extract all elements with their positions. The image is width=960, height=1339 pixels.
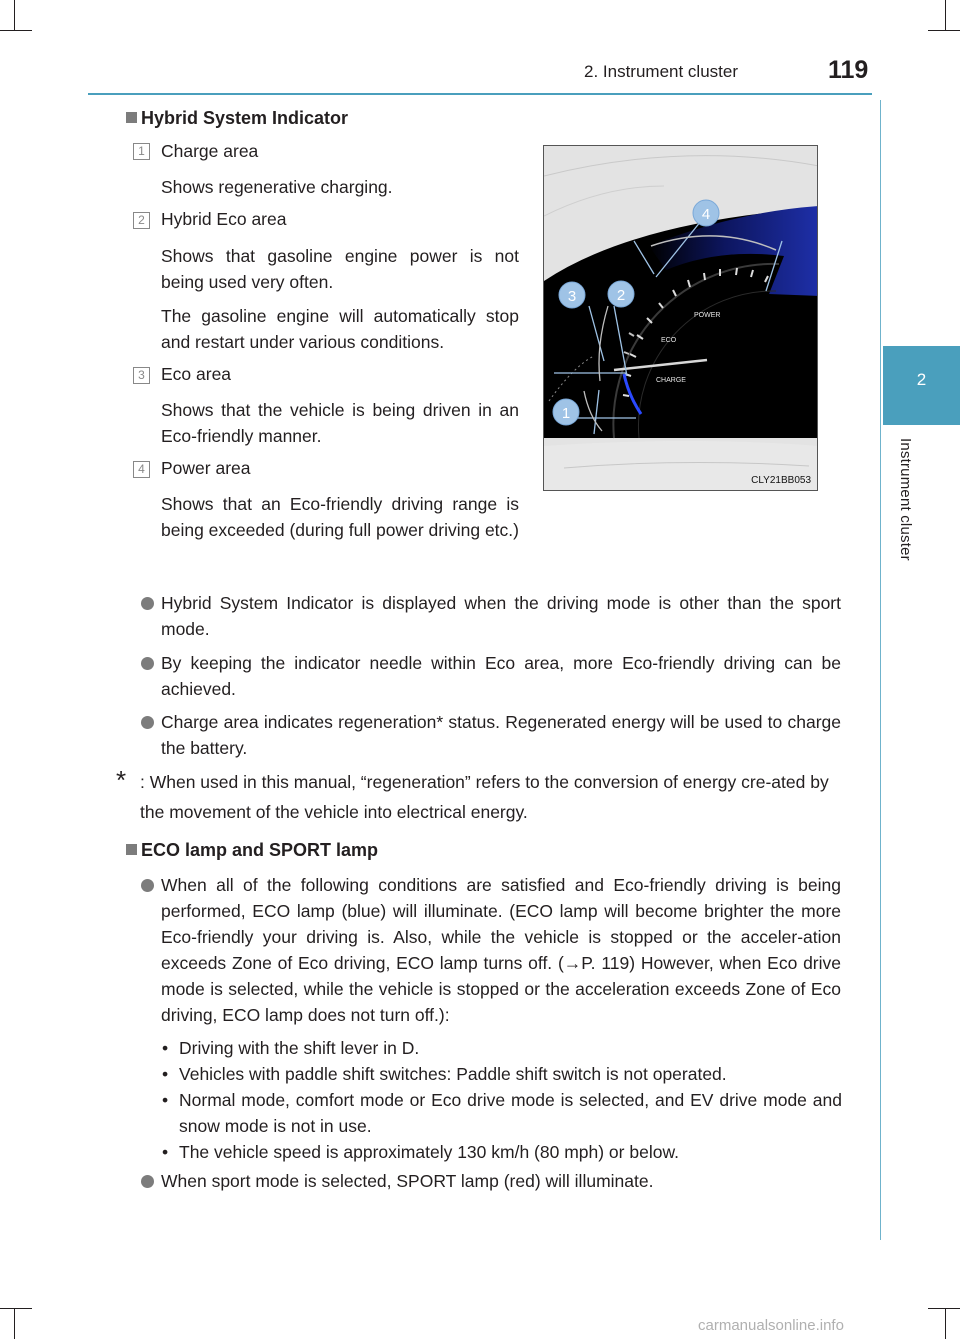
item-text: Shows regenerative charging.	[161, 177, 393, 197]
small-dot-icon: •	[162, 1064, 169, 1084]
bullet-text: When all of the following conditions are satisfied and Eco-friendly driving is being performed, ECO lamp (blue) will illuminate. (ECO lamp will become brighter the more Eco-friendly your driving is. Also, while the vehicle is stopped or the acceler-ation exceeds Zone of Eco driving, ECO lamp turns off. (→P. 119) However, when Eco drive mode is selected, while the vehicle is stopped or the acceleration exceeds Zone of Eco driving, ECO lamp does not turn off.):	[161, 875, 841, 1025]
list-item-text: The vehicle speed is approximately 130 km/h (80 mph) or below.	[179, 1142, 679, 1162]
bullet-item	[141, 650, 841, 702]
callout-2: 2	[616, 287, 626, 304]
list-item	[162, 1087, 842, 1139]
square-bullet-icon	[126, 112, 137, 123]
square-bullet-icon	[126, 844, 137, 855]
item-title: Eco area	[161, 364, 232, 384]
eco-heading-text: ECO lamp and SPORT lamp	[141, 840, 379, 860]
item-number: 3	[133, 367, 150, 384]
crop-mark	[0, 1308, 32, 1309]
gauge-illustration	[544, 146, 818, 491]
item-text: Shows that an Eco-friendly driving range is being exceeded (during full power driving etc.)	[161, 494, 519, 540]
side-divider	[880, 100, 881, 1240]
list-item	[162, 1035, 842, 1061]
bullet-dot-icon	[141, 879, 154, 892]
hybrid-indicator-figure	[543, 145, 818, 491]
crop-mark	[14, 1308, 15, 1339]
condition-list	[162, 1035, 842, 1165]
bullet-text: Hybrid System Indicator is displayed when the driving mode is other than the sport mode.	[161, 593, 841, 639]
watermark: carmanualsonline.info	[698, 1317, 844, 1334]
bullet-dot-icon	[141, 1175, 154, 1188]
bullet-dot-icon	[141, 716, 154, 729]
header-rule	[88, 93, 872, 95]
footnote-mark: *	[116, 765, 127, 795]
dial-label-power: POWER	[694, 312, 721, 319]
list-item-text: Driving with the shift lever in D.	[179, 1038, 420, 1058]
crop-mark	[928, 1308, 960, 1309]
bullet-dot-icon	[141, 657, 154, 670]
page-number: 119	[828, 56, 869, 84]
page-header	[0, 0, 960, 100]
bullet-item	[141, 590, 841, 642]
chapter-tab	[883, 346, 960, 425]
crop-mark	[945, 1308, 946, 1339]
dial-label-eco: ECO	[661, 337, 677, 344]
bullet-text: By keeping the indicator needle within Eco area, more Eco-friendly driving can be achieved.	[161, 653, 841, 699]
small-dot-icon: •	[162, 1090, 169, 1110]
item-title: Charge area	[161, 141, 259, 161]
chapter-number: 2	[916, 370, 927, 389]
list-item	[162, 1139, 842, 1165]
item-text: The gasoline engine will automatically stop and restart under various conditions.	[161, 306, 519, 352]
figure-code: CLY21BB053	[751, 475, 811, 486]
item-title: Power area	[161, 458, 251, 478]
eco-heading	[126, 840, 378, 861]
bullet-dot-icon	[141, 597, 154, 610]
list-item-text: Vehicles with paddle shift switches: Paddle shift switch is not operated.	[179, 1064, 727, 1084]
item-text: Shows that the vehicle is being driven in an Eco-friendly manner.	[161, 400, 519, 446]
item-text: Shows that gasoline engine power is not being used very often.	[161, 246, 519, 292]
hybrid-heading-text: Hybrid System Indicator	[141, 108, 349, 128]
callout-3: 3	[567, 288, 577, 305]
item-number: 2	[133, 212, 150, 229]
item-title: Hybrid Eco area	[161, 209, 287, 229]
callout-1: 1	[561, 405, 571, 422]
bullet-text: Charge area indicates regeneration* status. Regenerated energy will be used to charge the battery.	[161, 712, 841, 758]
footnote-text: : When used in this manual, “regeneration” refers to the conversion of energy cre-ated by the movement of the vehicle into electrical energy.	[140, 772, 829, 822]
small-dot-icon: •	[162, 1038, 169, 1058]
callout-4: 4	[701, 206, 711, 223]
bullet-item	[141, 872, 841, 1028]
hybrid-heading	[126, 108, 348, 129]
chapter-label: Instrument cluster	[897, 438, 914, 561]
bullet-item	[141, 1168, 841, 1194]
list-item-text: Normal mode, comfort mode or Eco drive mode is selected, and EV drive mode and snow mode is not in use.	[179, 1090, 842, 1136]
item-number: 1	[133, 143, 150, 160]
section-title: 2. Instrument cluster	[584, 62, 739, 81]
bullet-text: When sport mode is selected, SPORT lamp (red) will illuminate.	[161, 1171, 654, 1191]
dial-label-charge: CHARGE	[656, 377, 686, 384]
small-dot-icon: •	[162, 1142, 169, 1162]
bullet-item	[141, 709, 841, 761]
item-number: 4	[133, 461, 150, 478]
list-item	[162, 1061, 842, 1087]
